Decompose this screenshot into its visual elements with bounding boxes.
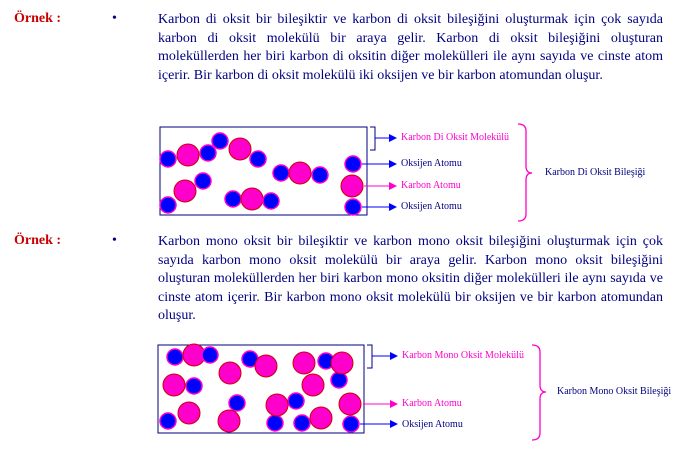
oxygen-atom (186, 378, 202, 394)
carbon-atom (341, 175, 363, 197)
oxygen-atom (250, 151, 266, 167)
oxygen-atom (167, 349, 183, 365)
example-1-bullet: • (112, 11, 117, 26)
example-2-bullet: • (112, 233, 117, 248)
co-compound-bracket (532, 345, 546, 440)
carbon-atom (339, 393, 361, 415)
oxygen-atom (273, 165, 289, 181)
co2-molecule-bracket (370, 127, 375, 150)
oxygen-atom (263, 193, 279, 209)
carbon-atom (178, 402, 200, 424)
example-1-label: Örnek : (14, 11, 62, 26)
carbon-atom (331, 352, 353, 374)
oxygen-atom (229, 395, 245, 411)
carbon-atom (255, 355, 277, 377)
oxygen-atom (331, 372, 347, 388)
oxygen-atom (343, 416, 359, 432)
oxygen-atom (212, 133, 228, 149)
oxygen-atom (202, 347, 218, 363)
oxygen-atom (195, 173, 211, 189)
co2-oxygen-label-1: Oksijen Atomu (401, 158, 462, 169)
carbon-atom (174, 180, 196, 202)
co2-compound-label: Karbon Di Oksit Bileşiği (545, 167, 646, 178)
co2-oxygen-label-2: Oksijen Atomu (401, 201, 462, 212)
oxygen-atom (345, 156, 361, 172)
carbon-atom (219, 362, 241, 384)
example-1-text: Karbon di oksit bir bileşiktir ve karbon di oksit bileşiğini oluşturmak için çok sayıda karbon di oksit molekülü bir araya gelir. Karbon di oksit bileşiğini oluşturan moleküllerden her biri karbon di oksitin diğer molekülleri ile aynı sayıda ve cinste atom içerir. Bir karbon di oksit molekülü iki oksijen ve bir karbon atomundan oluşur. (158, 12, 663, 83)
co-carbon-label: Karbon Atomu (402, 398, 462, 409)
carbon-atom (241, 188, 263, 210)
carbon-atom (218, 410, 240, 432)
example-2-label: Örnek : (14, 233, 62, 248)
oxygen-atom (160, 197, 176, 213)
oxygen-atom (294, 415, 310, 431)
co-molecule-bracket (367, 345, 372, 368)
co2-compound-bracket (518, 124, 532, 221)
oxygen-atom (160, 151, 176, 167)
carbon-atom (302, 374, 324, 396)
co-oxygen-label: Oksijen Atomu (402, 419, 463, 430)
oxygen-atom (312, 167, 328, 183)
carbon-atom (229, 138, 251, 160)
co2-carbon-label: Karbon Atomu (401, 180, 461, 191)
carbon-atom (266, 394, 288, 416)
co-compound-label: Karbon Mono Oksit Bileşiği (557, 386, 672, 397)
carbon-atom (293, 352, 315, 374)
oxygen-atom (345, 199, 361, 215)
co-molecule-label: Karbon Mono Oksit Molekülü (402, 350, 524, 361)
carbon-atom (177, 144, 199, 166)
oxygen-atom (288, 393, 304, 409)
oxygen-atom (225, 191, 241, 207)
co2-molecule-label: Karbon Di Oksit Molekülü (401, 132, 510, 143)
carbon-atom (163, 374, 185, 396)
carbon-atom (289, 162, 311, 184)
example-2-text: Karbon mono oksit bir bileşiktir ve karbon mono oksit bileşiğini oluşturmak için çok sayıda karbon mono oksit molekülü bir araya gelir. Karbon mono oksit bileşiğini oluşturan moleküllerden her biri karbon mono oksitin diğer molekülleri ile aynı sayıda ve cinste atom içerir. Bir karbon mono oksit molekülü bir oksijen ve bir karbon atomundan oluşur. (158, 234, 663, 323)
oxygen-atom (200, 145, 216, 161)
carbon-atom (310, 407, 332, 429)
oxygen-atom (267, 415, 283, 431)
co2-molecule-6 (341, 156, 363, 215)
oxygen-atom (160, 413, 176, 429)
